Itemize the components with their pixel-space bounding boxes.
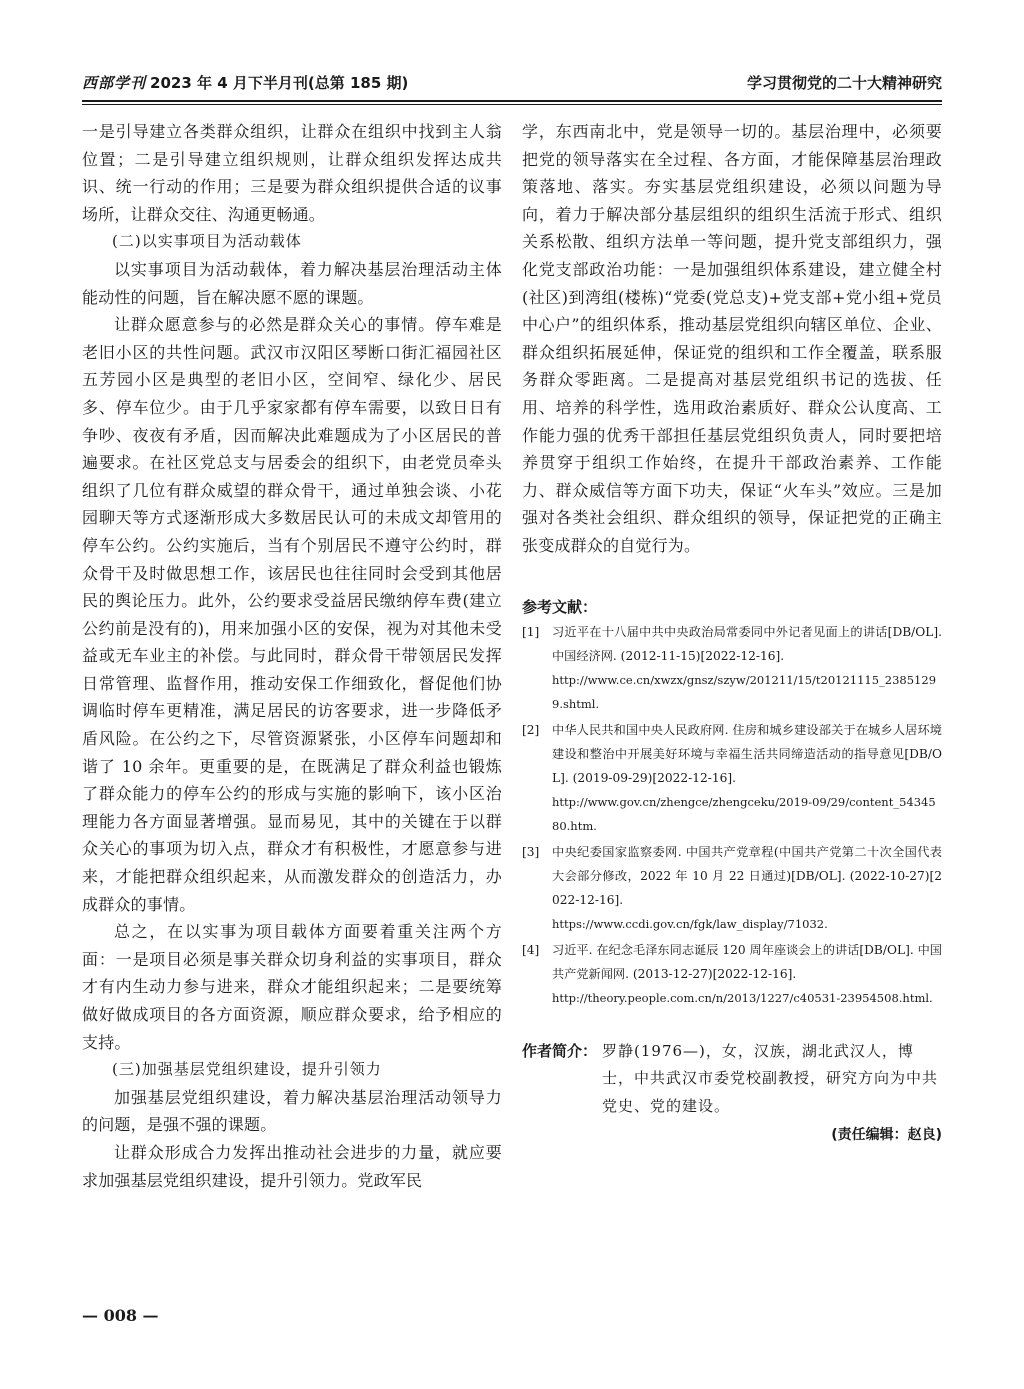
references-title: 参考文献： bbox=[522, 597, 598, 616]
reference-text: 中央纪委国家监察委网. 中国共产党章程(中国共产党第二十次全国代表大会部分修改，2022 年 10 月 22 日通过)[DB/OL]. (2022-10-27)[2022-12-16]. bbox=[552, 844, 942, 907]
reference-text: 中华人民共和国中央人民政府网. 住房和城乡建设部关于在城乡人居环境建设和整治中开展美好环境与幸福生活共同缔造活动的指导意见[DB/OL]. (2019-09-29)[2022-12-16]. bbox=[552, 722, 942, 785]
reference-item bbox=[522, 840, 942, 936]
reference-number: [2] bbox=[522, 722, 540, 737]
header-rule-thin bbox=[82, 104, 942, 105]
reference-text: 习近平在十八届中共中央政治局常委同中外记者见面上的讲话[DB/OL]. 中国经济网. (2012-11-15)[2022-12-16]. bbox=[552, 624, 942, 663]
subheading-3: (三)加强基层党组织建设，提升引领力 bbox=[112, 1060, 382, 1079]
reference-number: [3] bbox=[522, 844, 540, 859]
issue-info: 2023 年 4 月下半月刊(总第 185 期) bbox=[150, 74, 409, 92]
reference-number: [4] bbox=[522, 942, 540, 957]
reference-number: [1] bbox=[522, 624, 540, 639]
subheading-2: (二)以实事项目为活动载体 bbox=[112, 232, 302, 251]
reference-item bbox=[522, 620, 942, 716]
paragraph-continued: 一是引导建立各类群众组织，让群众在组织中找到主人翁位置；二是引导建立组织规则，让群众组织发挥达成共识、统一行动的作用；三是要为群众组织提供合适的议事场所，让群众交往、沟通更畅通。 bbox=[82, 122, 502, 224]
journal-logo: 西部学刊 bbox=[82, 74, 147, 92]
author-bio-label: 作者简介： bbox=[522, 1041, 598, 1060]
reference-url[interactable]: http://www.ce.cn/xwzx/gnsz/szyw/201211/15/t20121115_23851299.shtml. bbox=[552, 672, 937, 711]
reference-url[interactable]: https://www.ccdi.gov.cn/fgk/law_display/71032. bbox=[552, 916, 828, 931]
journal-issue-line bbox=[82, 72, 408, 94]
author-bio-text: 罗静(1976—)，女，汉族，湖北武汉人，博士，中共武汉市委党校副教授，研究方向为中共党史、党的建设。 bbox=[602, 1041, 939, 1115]
paragraph: 以实事项目为活动载体，着力解决基层治理活动主体能动性的问题，旨在解决愿不愿的课题。 bbox=[82, 259, 502, 307]
left-column bbox=[82, 118, 502, 1194]
header-rule-thick bbox=[82, 100, 942, 102]
right-column bbox=[522, 118, 942, 1148]
paragraph: 总之，在以实事为项目载体方面要着重关注两个方面：一是项目必须是事关群众切身利益的实事项目，群众才有内生动力参与进来，群众才能组织起来；二是要统筹做好做成项目的各方面资源，顺应群众要求，给予相应的支持。 bbox=[82, 922, 502, 1052]
responsible-editor: (责任编辑：赵良) bbox=[831, 1127, 942, 1144]
paragraph: 让群众愿意参与的必然是群众关心的事情。停车难是老旧小区的共性问题。武汉市汉阳区琴断口街汇福园社区五芳园小区是典型的老旧小区，空间窄、绿化少、居民多、停车位少。由于几乎家家都有停车需要，以致日日有争吵、夜夜有矛盾，因而解决此难题成为了小区居民的普遍要求。在社区党总支与居委会的组织下，由老党员牵头组织了几位有群众威望的群众骨干，通过单独会谈、小花园聊天等方式逐渐形成大多数居民认可的未成文却管用的停车公约。公约实施后，当有个别居民不遵守公约时，群众骨干及时做思想工作，该居民也往往同时会受到其他居民的舆论压力。此外，公约要求受益居民缴纳停车费(建立公约前是没有的)，用来加强小区的安保，视为对其他未受益或无车业主的补偿。与此同时，群众骨干带领居民发挥日常管理、监督作用，推动安保工作细致化，督促他们协调临时停车更精准，满足居民的访客要求，进一步降低矛盾风险。在公约之下，尽管资源紧张，小区停车问题却和谐了 10 余年。更重要的是，在既满足了群众利益也锻炼了群众能力的停车公约的形成与实施的影响下，该小区治理能力各方面显著增强。显而易见，其中的关键在于以群众关心的事项为切入点，群众才有积极性，才愿意参与进来，才能把群众组织起来，从而激发群众的创造活力，办成群众的事情。 bbox=[82, 315, 502, 914]
section-title: 学习贯彻党的二十大精神研究 bbox=[746, 74, 942, 92]
author-bio bbox=[522, 1038, 942, 1121]
reference-item bbox=[522, 938, 942, 1010]
reference-text: 习近平. 在纪念毛泽东同志诞辰 120 周年座谈会上的讲话[DB/OL]. 中国共产党新闻网. (2013-12-27)[2022-12-16]. bbox=[552, 942, 942, 981]
reference-url[interactable]: http://www.gov.cn/zhengce/zhengceku/2019-09/29/content_5434580.htm. bbox=[552, 794, 936, 833]
paragraph-continued: 学，东西南北中，党是领导一切的。基层治理中，必须要把党的领导落实在全过程、各方面，才能保障基层治理政策落地、落实。夯实基层党组织建设，必须以问题为导向，着力于解决部分基层组织的组织生活流于形式、组织关系松散、组织方法单一等问题，提升党支部组织力，强化党支部政治功能：一是加强组织体系建设，建立健全村(社区)到湾组(楼栋)“党委(党总支)+党支部+党小组+党员中心户”的组织体系，推动基层党组织向辖区单位、企业、群众组织拓展延伸，保证党的组织和工作全覆盖，联系服务群众零距离。二是提高对基层党组织书记的选拔、任用、培养的科学性，选用政治素质好、群众公认度高、工作能力强的优秀干部担任基层党组织负责人，同时要把培养贯穿于组织工作始终，在提升干部政治素养、工作能力、群众威信等方面下功夫，保证“火车头”效应。三是加强对各类社会组织、群众组织的领导，保证把党的正确主张变成群众的自觉行为。 bbox=[522, 122, 942, 555]
paragraph: 加强基层党组织建设，着力解决基层治理活动领导力的问题，是强不强的课题。 bbox=[82, 1087, 502, 1135]
paragraph: 让群众形成合力发挥出推动社会进步的力量，就应要求加强基层党组织建设，提升引领力。党政军民 bbox=[82, 1142, 502, 1190]
reference-item bbox=[522, 718, 942, 838]
reference-url[interactable]: http://theory.people.com.cn/n/2013/1227/c40531-23954508.html. bbox=[552, 990, 933, 1005]
page-number: — 008 — bbox=[82, 1306, 159, 1325]
